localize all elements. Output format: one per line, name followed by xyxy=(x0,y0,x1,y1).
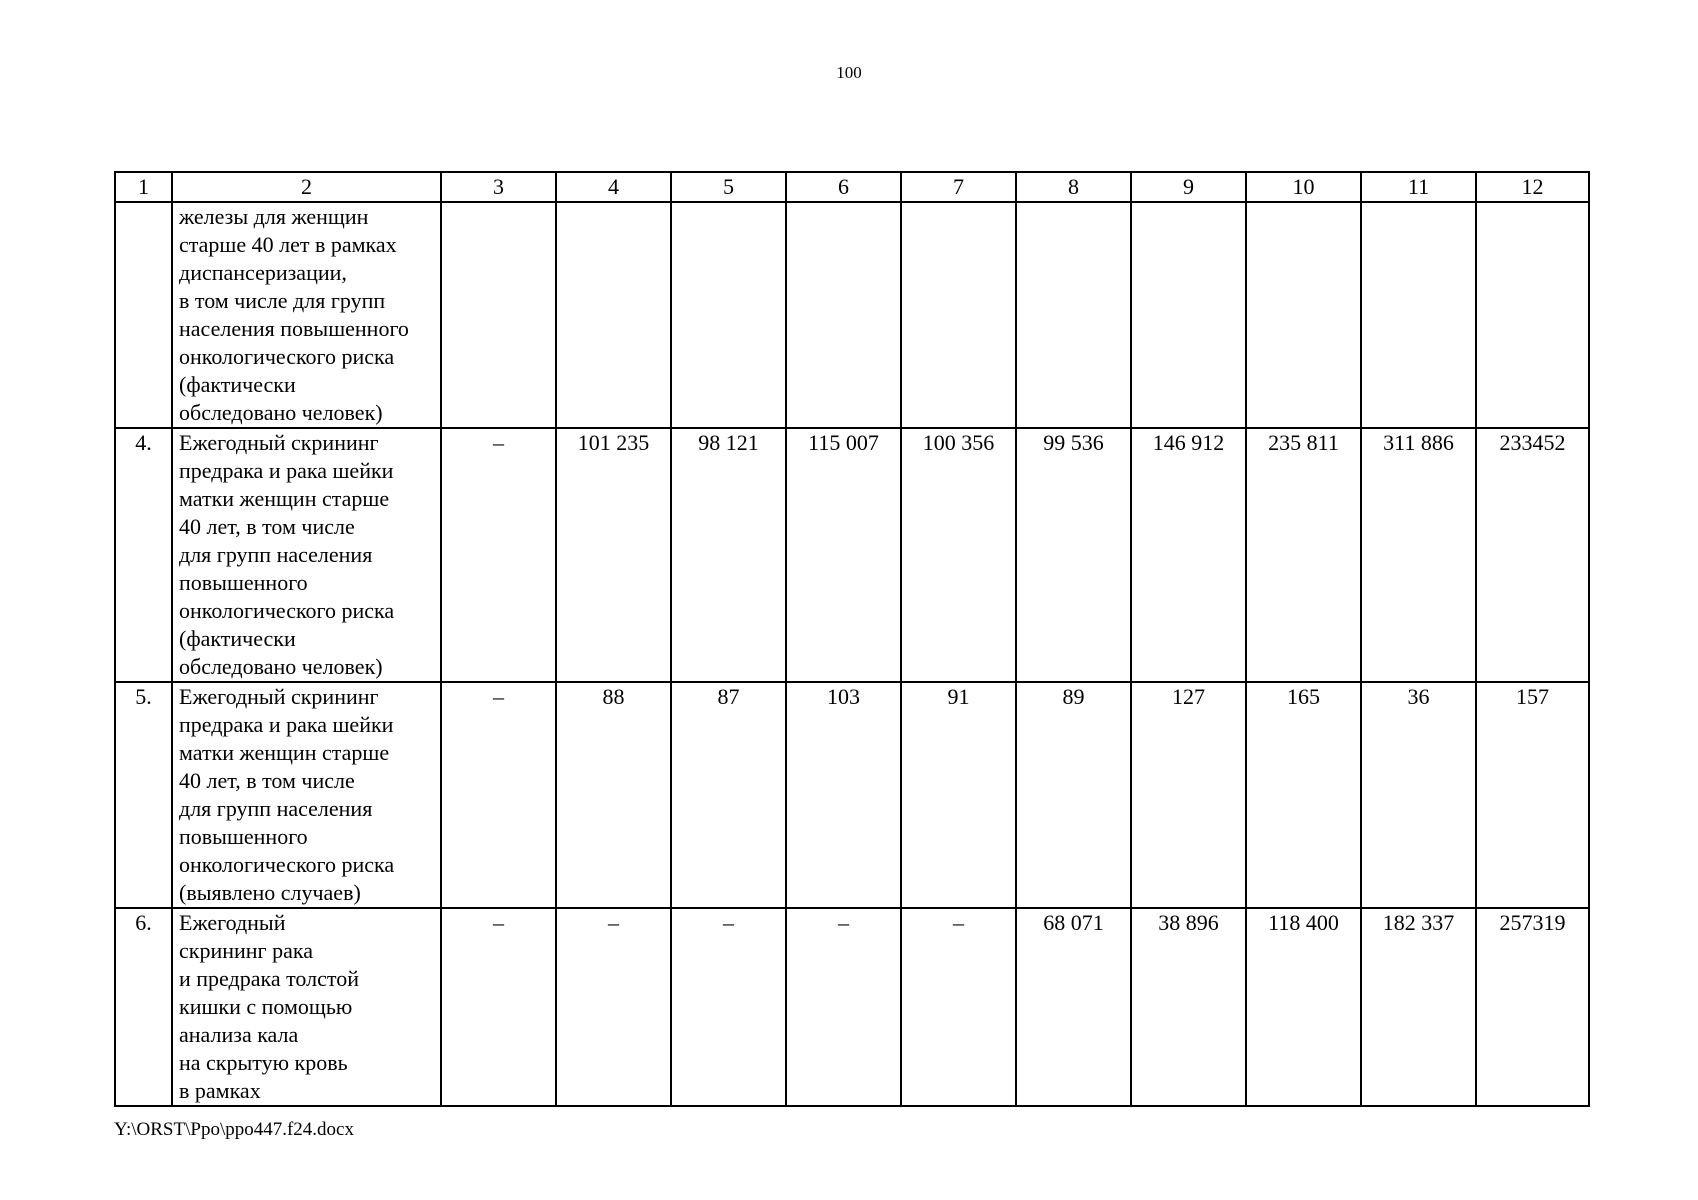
description-line: матки женщин старше xyxy=(179,486,390,511)
row-number: 4. xyxy=(115,428,172,682)
value-cell: – xyxy=(441,908,556,1106)
value-cell xyxy=(786,202,901,428)
value-cell: 99 536 xyxy=(1016,428,1131,682)
description-line: (фактически xyxy=(179,372,296,397)
description-line: для групп населения xyxy=(179,796,373,821)
description-line: Ежегодный скрининг xyxy=(179,684,379,709)
value-cell xyxy=(1476,202,1589,428)
value-cell: 118 400 xyxy=(1246,908,1361,1106)
value-cell: 100 356 xyxy=(901,428,1016,682)
row-description xyxy=(172,908,441,1106)
value-cell: 165 xyxy=(1246,682,1361,908)
description-line: обследовано человек) xyxy=(179,400,383,425)
row-description xyxy=(172,682,441,908)
column-header: 9 xyxy=(1131,172,1246,202)
description-line: предрака и рака шейки xyxy=(179,458,394,483)
value-cell: 101 235 xyxy=(556,428,671,682)
value-cell: 98 121 xyxy=(671,428,786,682)
value-cell: 311 886 xyxy=(1361,428,1476,682)
description-line: онкологического риска xyxy=(179,852,395,877)
value-cell: 257319 xyxy=(1476,908,1589,1106)
value-cell: 115 007 xyxy=(786,428,901,682)
column-header: 4 xyxy=(556,172,671,202)
column-header: 10 xyxy=(1246,172,1361,202)
column-header: 6 xyxy=(786,172,901,202)
column-header: 3 xyxy=(441,172,556,202)
column-header: 7 xyxy=(901,172,1016,202)
value-cell: – xyxy=(441,682,556,908)
description-line: железы для женщин xyxy=(179,204,369,229)
row-description xyxy=(172,202,441,428)
value-cell: 89 xyxy=(1016,682,1131,908)
description-line: матки женщин старше xyxy=(179,740,390,765)
description-line: Ежегодный скрининг xyxy=(179,430,379,455)
data-table xyxy=(114,171,1590,1107)
table-row xyxy=(115,428,1589,682)
table-row xyxy=(115,202,1589,428)
table-row xyxy=(115,682,1589,908)
value-cell xyxy=(441,202,556,428)
value-cell: 233452 xyxy=(1476,428,1589,682)
description-line: Ежегодный xyxy=(179,910,286,935)
description-line: повышенного xyxy=(179,570,308,595)
column-number-row xyxy=(115,172,1589,202)
row-number: 6. xyxy=(115,908,172,1106)
description-line: для групп населения xyxy=(179,542,373,567)
description-line: в том числе для групп xyxy=(179,288,386,313)
description-line: кишки с помощью xyxy=(179,994,353,1019)
value-cell: 87 xyxy=(671,682,786,908)
column-header: 12 xyxy=(1476,172,1589,202)
value-cell: 68 071 xyxy=(1016,908,1131,1106)
row-number: 5. xyxy=(115,682,172,908)
row-number xyxy=(115,202,172,428)
value-cell: 157 xyxy=(1476,682,1589,908)
value-cell: 91 xyxy=(901,682,1016,908)
value-cell: – xyxy=(671,908,786,1106)
value-cell: 103 xyxy=(786,682,901,908)
value-cell: – xyxy=(901,908,1016,1106)
file-path-footer: Y:\ORST\Ppo\ppo447.f24.docx xyxy=(114,1119,354,1140)
value-cell xyxy=(1131,202,1246,428)
column-header: 2 xyxy=(172,172,441,202)
value-cell: – xyxy=(441,428,556,682)
table-row xyxy=(115,908,1589,1106)
description-line: скрининг рака xyxy=(179,938,313,963)
description-line: анализа кала xyxy=(179,1022,299,1047)
value-cell xyxy=(1246,202,1361,428)
value-cell: – xyxy=(556,908,671,1106)
value-cell: 88 xyxy=(556,682,671,908)
description-line: онкологического риска xyxy=(179,344,395,369)
description-line: онкологического риска xyxy=(179,598,395,623)
column-header: 11 xyxy=(1361,172,1476,202)
description-line: и предрака толстой xyxy=(179,966,359,991)
value-cell: 36 xyxy=(1361,682,1476,908)
value-cell: 127 xyxy=(1131,682,1246,908)
value-cell: 182 337 xyxy=(1361,908,1476,1106)
description-line: 40 лет, в том числе xyxy=(179,514,355,539)
description-line: (фактически xyxy=(179,626,296,651)
description-line: 40 лет, в том числе xyxy=(179,768,355,793)
description-line: диспансеризации, xyxy=(179,260,347,285)
column-header: 5 xyxy=(671,172,786,202)
value-cell xyxy=(556,202,671,428)
value-cell: – xyxy=(786,908,901,1106)
page-number: 100 xyxy=(836,63,862,82)
description-line: предрака и рака шейки xyxy=(179,712,394,737)
value-cell xyxy=(671,202,786,428)
description-line: в рамках xyxy=(179,1078,261,1103)
column-header: 1 xyxy=(115,172,172,202)
column-header: 8 xyxy=(1016,172,1131,202)
description-line: (выявлено случаев) xyxy=(179,880,361,905)
description-line: на скрытую кровь xyxy=(179,1050,348,1075)
table-body xyxy=(115,172,1589,1106)
description-line: населения повышенного xyxy=(179,316,409,341)
description-line: повышенного xyxy=(179,824,308,849)
row-description xyxy=(172,428,441,682)
description-line: старше 40 лет в рамках xyxy=(179,232,397,257)
value-cell xyxy=(1361,202,1476,428)
description-line: обследовано человек) xyxy=(179,654,383,679)
value-cell: 38 896 xyxy=(1131,908,1246,1106)
value-cell xyxy=(1016,202,1131,428)
value-cell: 146 912 xyxy=(1131,428,1246,682)
value-cell xyxy=(901,202,1016,428)
value-cell: 235 811 xyxy=(1246,428,1361,682)
